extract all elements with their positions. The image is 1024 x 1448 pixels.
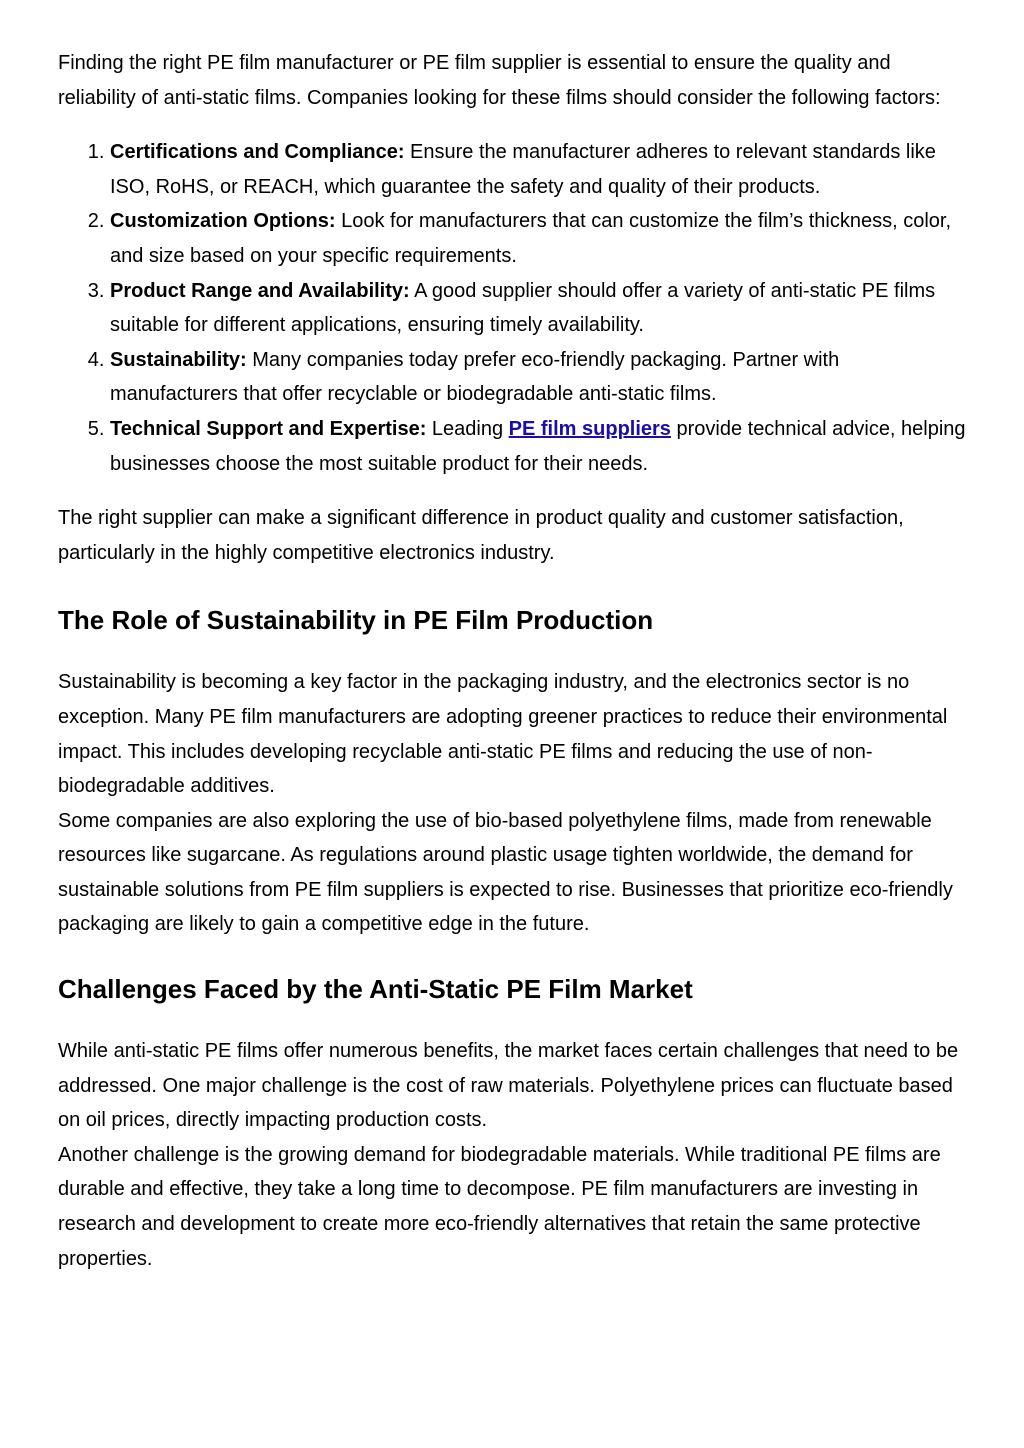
factor-title: Product Range and Availability: bbox=[110, 279, 410, 302]
factor-title: Certifications and Compliance: bbox=[110, 141, 405, 164]
pe-film-suppliers-link[interactable]: PE film suppliers bbox=[508, 417, 671, 440]
list-item bbox=[110, 204, 966, 273]
factor-text: Leading bbox=[426, 417, 509, 440]
factor-text: provide technical advice, helping businesses choose the most suitable product for their needs. bbox=[110, 417, 966, 475]
factor-title: Technical Support and Expertise: bbox=[110, 417, 427, 440]
list-item bbox=[110, 135, 966, 204]
factor-text: Ensure the manufacturer adheres to relevant standards like ISO, RoHS, or REACH, which guarantee the safety and quality of their products. bbox=[110, 141, 936, 198]
supplier-summary-paragraph: The right supplier can make a significant difference in product quality and customer satisfaction, particularly in the highly competitive electronics industry. bbox=[58, 507, 904, 564]
factor-title: Sustainability: bbox=[110, 348, 247, 371]
challenges-paragraph-1: While anti-static PE films offer numerous benefits, the market faces certain challenges that need to be addressed. One major challenge is the cost of raw materials. Polyethylene prices can fluctuate based on oil prices, directly impacting production costs. bbox=[58, 1040, 959, 1132]
factor-text: A good supplier should offer a variety of anti-static PE films suitable for different applications, ensuring timely availability. bbox=[110, 279, 936, 337]
sustainability-paragraph-1: Sustainability is becoming a key factor in the packaging industry, and the electronics sector is no exception. Many PE film manufacturers are adopting greener practices to reduce their environmental impact. This includes developing recyclable anti-static PE films and reducing the use of non-biodegradable additives. bbox=[58, 671, 948, 798]
factor-text: Many companies today prefer eco-friendly packaging. Partner with manufacturers that offer recyclable or biodegradable anti-static films. bbox=[110, 348, 840, 406]
challenges-heading: Challenges Faced by the Anti-Static PE Film Market bbox=[58, 974, 693, 1005]
list-item bbox=[110, 412, 966, 481]
sustainability-heading: The Role of Sustainability in PE Film Production bbox=[58, 605, 654, 636]
factors-list bbox=[58, 135, 966, 481]
list-item bbox=[110, 343, 966, 412]
sustainability-paragraph-2: Some companies are also exploring the use of bio-based polyethylene films, made from renewable resources like sugarcane. As regulations around plastic usage tighten worldwide, the demand for sustainable solutions from PE film suppliers is expected to rise. Businesses that prioritize eco-friendly packaging are likely to gain a competitive edge in the future. bbox=[58, 809, 953, 936]
intro-paragraph: Finding the right PE film manufacturer or PE film supplier is essential to ensure the quality and reliability of anti-static films. Companies looking for these films should consider the following factors: bbox=[58, 52, 941, 109]
factor-text: Look for manufacturers that can customize the film’s thickness, color, and size based on your specific requirements. bbox=[110, 210, 952, 267]
list-item bbox=[110, 274, 966, 343]
factor-title: Customization Options: bbox=[110, 210, 336, 233]
challenges-paragraph-2: Another challenge is the growing demand for biodegradable materials. While traditional PE films are durable and effective, they take a long time to decompose. PE film manufacturers are investing in research and development to create more eco-friendly alternatives that retain the same protective properties. bbox=[58, 1143, 941, 1270]
